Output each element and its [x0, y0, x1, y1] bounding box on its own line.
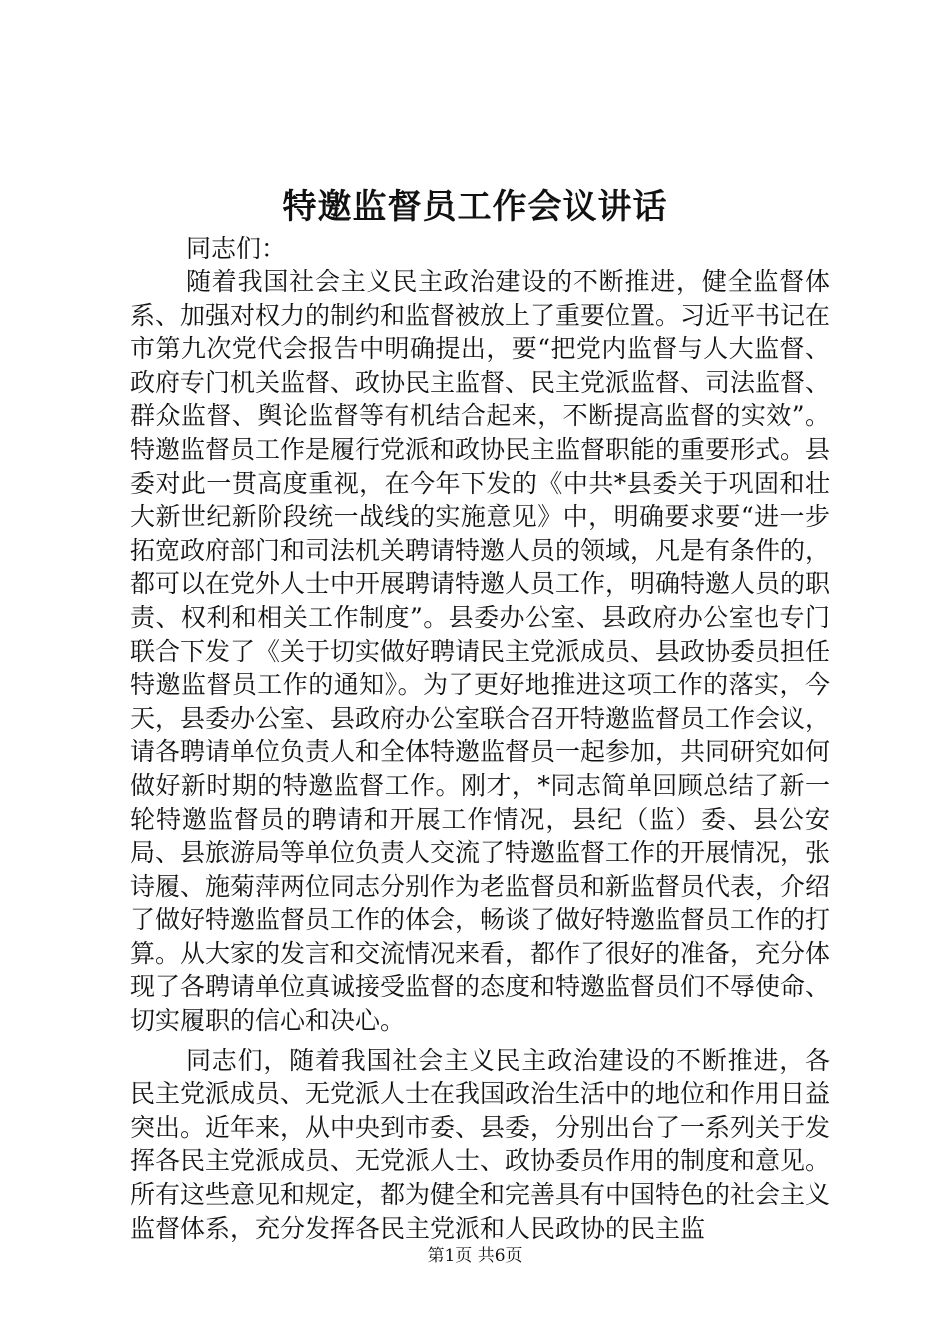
page-number-footer: 第1页 共6页 [427, 1246, 523, 1266]
document-title: 特邀监督员工作会议讲话 [282, 187, 668, 227]
document-body [130, 232, 830, 1245]
salutation: 同志们： [186, 234, 287, 263]
paragraph-1: 随着我国社会主义民主政治建设的不断推进，健全监督体系、加强对权力的制约和监督被放上了重要位置。习近平书记在市第九次党代会报告中明确提出，要“把党内监督与人大监督、政府专门机关监督、政协民主监督、民主党派监督、司法监督、群众监督、舆论监督等有机结合起来，不断提高监督的实效”。特邀监督员工作是履行党派和政协民主监督职能的重要形式。县委对此一贯高度重视，在今年下发的《中共*县委关于巩固和壮大新世纪新阶段统一战线的实施意见》中，明确要求要“进一步拓宽政府部门和司法机关聘请特邀人员的领域，凡是有条件的，都可以在党外人士中开展聘请特邀人员工作，明确特邀人员的职责、权利和相关工作制度”。县委办公室、县政府办公室也专门联合下发了《关于切实做好聘请民主党派成员、县政协委员担任特邀监督员工作的通知》。为了更好地推进这项工作的落实，今天，县委办公室、县政府办公室联合召开特邀监督员工作会议，请各聘请单位负责人和全体特邀监督员一起参加，共同研究如何做好新时期的特邀监督工作。刚才，*同志简单回顾总结了新一轮特邀监督员的聘请和开展工作情况，县纪（监）委、县公安局、县旅游局等单位负责人交流了特邀监督工作的开展情况，张诗履、施菊萍两位同志分别作为老监督员和新监督员代表，介绍了做好特邀监督员工作的体会，畅谈了做好特邀监督员工作的打算。从大家的发言和交流情况来看，都作了很好的准备，充分体现了各聘请单位真诚接受监督的态度和特邀监督员们不辱使命、切实履职的信心和决心。 [130, 267, 831, 1036]
paragraph-2: 同志们，随着我国社会主义民主政治建设的不断推进，各民主党派成员、无党派人士在我国政治生活中的地位和作用日益突出。近年来，从中央到市委、县委，分别出台了一系列关于发挥各民主党派成员、无党派人士、政协委员作用的制度和意见。所有这些意见和规定，都为健全和完善具有中国特色的社会主义监督体系，充分发挥各民主党派和人民政协的民主监 [130, 1045, 831, 1243]
